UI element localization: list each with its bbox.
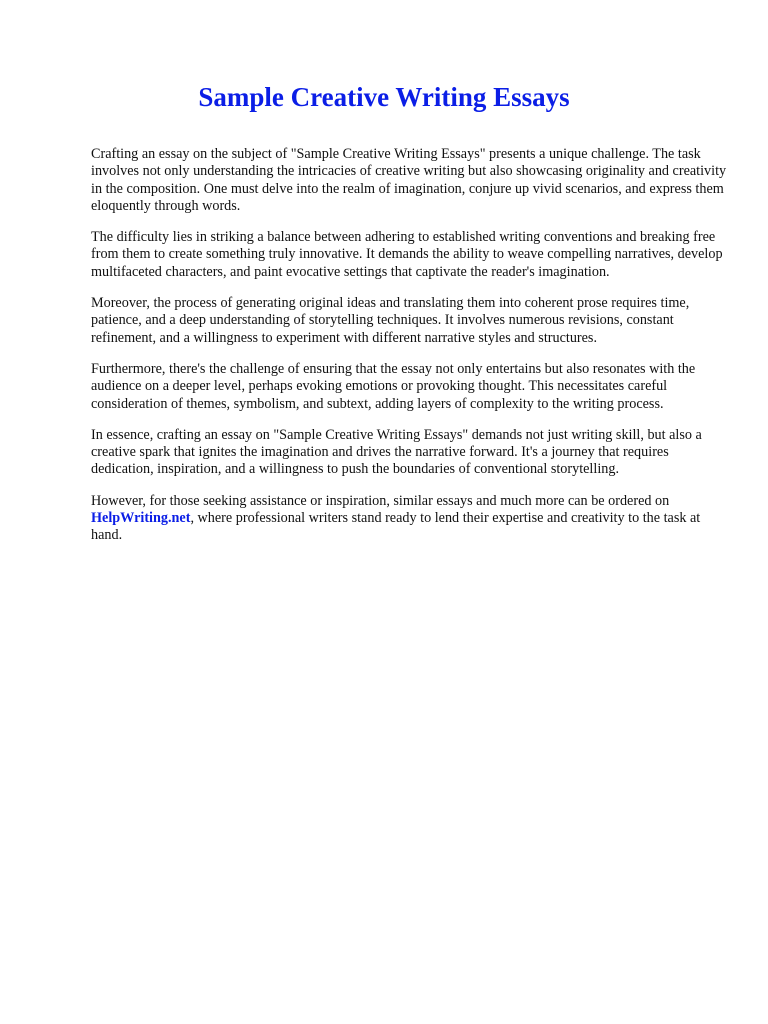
helpwriting-link[interactable]: HelpWriting.net	[91, 510, 191, 527]
paragraph-4: Furthermore, there's the challenge of ensuring that the essay not only entertains but also resonates with the audience on a deeper level, perhaps evoking emotions or provoking thought. This necessitates careful consideration of themes, symbolism, and subtext, adding layers of complexity to the writing process.	[91, 360, 696, 412]
paragraph-3: Moreover, the process of generating original ideas and translating them into coherent prose requires time, patience, and a deep understanding of storytelling techniques. It involves numerous revisions, constant refinement, and a willingness to experiment with different narrative styles and structures.	[91, 295, 690, 346]
document-body	[91, 146, 731, 559]
closing-paragraph	[91, 493, 731, 545]
closing-text-after-link: , where professional writers stand ready to lend their expertise and creativity to the task at hand.	[91, 510, 701, 544]
page-title: Sample Creative Writing Essays	[198, 82, 570, 112]
paragraph-1: Crafting an essay on the subject of "Sample Creative Writing Essays" presents a unique challenge. The task involves not only understanding the intricacies of creative writing but also showcasing originality and creativity in the composition. One must delve into the realm of imagination, conjure up vivid scenarios, and express them eloquently through words.	[91, 146, 727, 214]
closing-text-before-link: However, for those seeking assistance or inspiration, similar essays and much more can be ordered on	[91, 492, 670, 509]
paragraph-5: In essence, crafting an essay on "Sample Creative Writing Essays" demands not just writing skill, but also a creative spark that ignites the imagination and drives the narrative forward. It's a journey that requires dedication, inspiration, and a willingness to push the boundaries of conventional storytelling.	[91, 426, 702, 478]
paragraph-2: The difficulty lies in striking a balance between adhering to established writing conventions and breaking free from them to create something truly innovative. It demands the ability to weave compelling narratives, develop multifaceted characters, and paint evocative settings that captivate the reader's imagination.	[91, 229, 723, 280]
